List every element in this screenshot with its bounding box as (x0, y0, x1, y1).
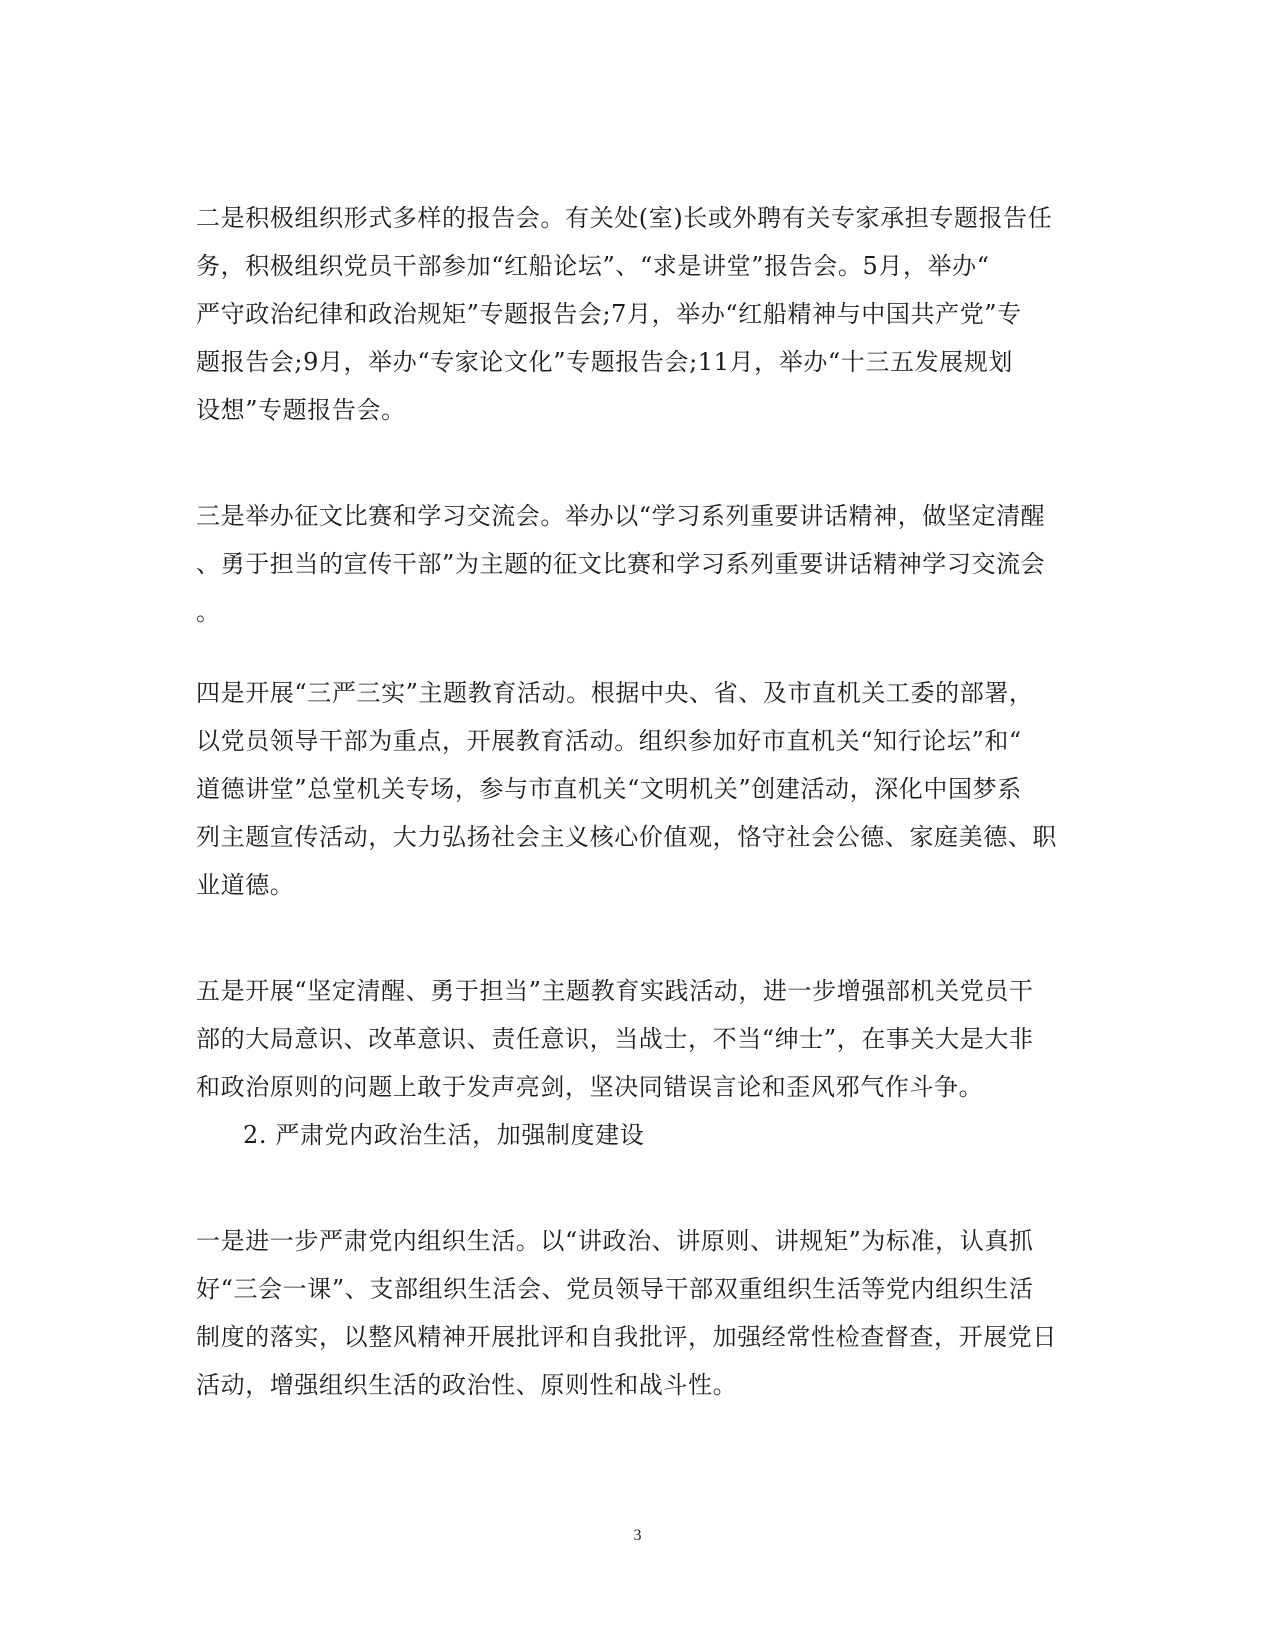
section-heading-text: 2. 严肃党内政治生活，加强制度建设 (243, 1121, 645, 1149)
text-line: 题报告会;9月，举办“专家论文化”专题报告会;11月，举办“十三五发展规划 (196, 348, 1013, 376)
text-line: 严守政治纪律和政治规矩”专题报告会;7月，举办“红船精神与中国共产党”专 (196, 300, 1022, 328)
text-line: 四是开展“三严三实”主题教育活动。根据中央、省、及市直机关工委的部署， (196, 679, 1034, 707)
text-line: 好“三会一课”、支部组织生活会、党员领导干部双重组织生活等党内组织生活 (196, 1275, 1034, 1303)
text-line: 一是进一步严肃党内组织生活。以“讲政治、讲原则、讲规矩”为标准，认真抓 (196, 1227, 1034, 1255)
text-line: 二是积极组织形式多样的报告会。有关处(室)长或外聘有关专家承担专题报告任 (196, 204, 1053, 232)
text-line: 设想”专题报告会。 (196, 396, 406, 424)
text-line: 活动，增强组织生活的政治性、原则性和战斗性。 (196, 1371, 738, 1399)
text-line: 制度的落实，以整风精神开展批评和自我批评，加强经常性检查督查，开展党日 (196, 1323, 1057, 1351)
text-line: 、勇于担当的宣传干部”为主题的征文比赛和学习系列重要讲话精神学习交流会 (196, 550, 1046, 578)
text-line: 务，积极组织党员干部参加“红船论坛”、“求是讲堂”报告会。5月，举办“ (196, 252, 990, 280)
text-line: 以党员领导干部为重点，开展教育活动。组织参加好市直机关“知行论坛”和“ (196, 727, 1022, 755)
text-line: 和政治原则的问题上敢于发声亮剑，坚决同错误言论和歪风邪气作斗争。 (196, 1073, 984, 1101)
page-number: 3 (633, 1527, 642, 1544)
text-line: 列主题宣传活动，大力弘扬社会主义核心价值观，恪守社会公德、家庭美德、职 (196, 823, 1057, 851)
text-line: 业道德。 (196, 871, 295, 899)
text-line: 道德讲堂”总堂机关专场，参与市直机关“文明机关”创建活动，深化中国梦系 (196, 775, 1022, 803)
text-line: 部的大局意识、改革意识、责任意识，当战士，不当“绅士”，在事关大是大非 (196, 1025, 1034, 1053)
text-line: 。 (196, 598, 221, 626)
text-line: 三是举办征文比赛和学习交流会。举办以“学习系列重要讲话精神，做坚定清醒 (196, 502, 1046, 530)
text-line: 五是开展“坚定清醒、勇于担当”主题教育实践活动，进一步增强部机关党员干 (196, 977, 1034, 1005)
